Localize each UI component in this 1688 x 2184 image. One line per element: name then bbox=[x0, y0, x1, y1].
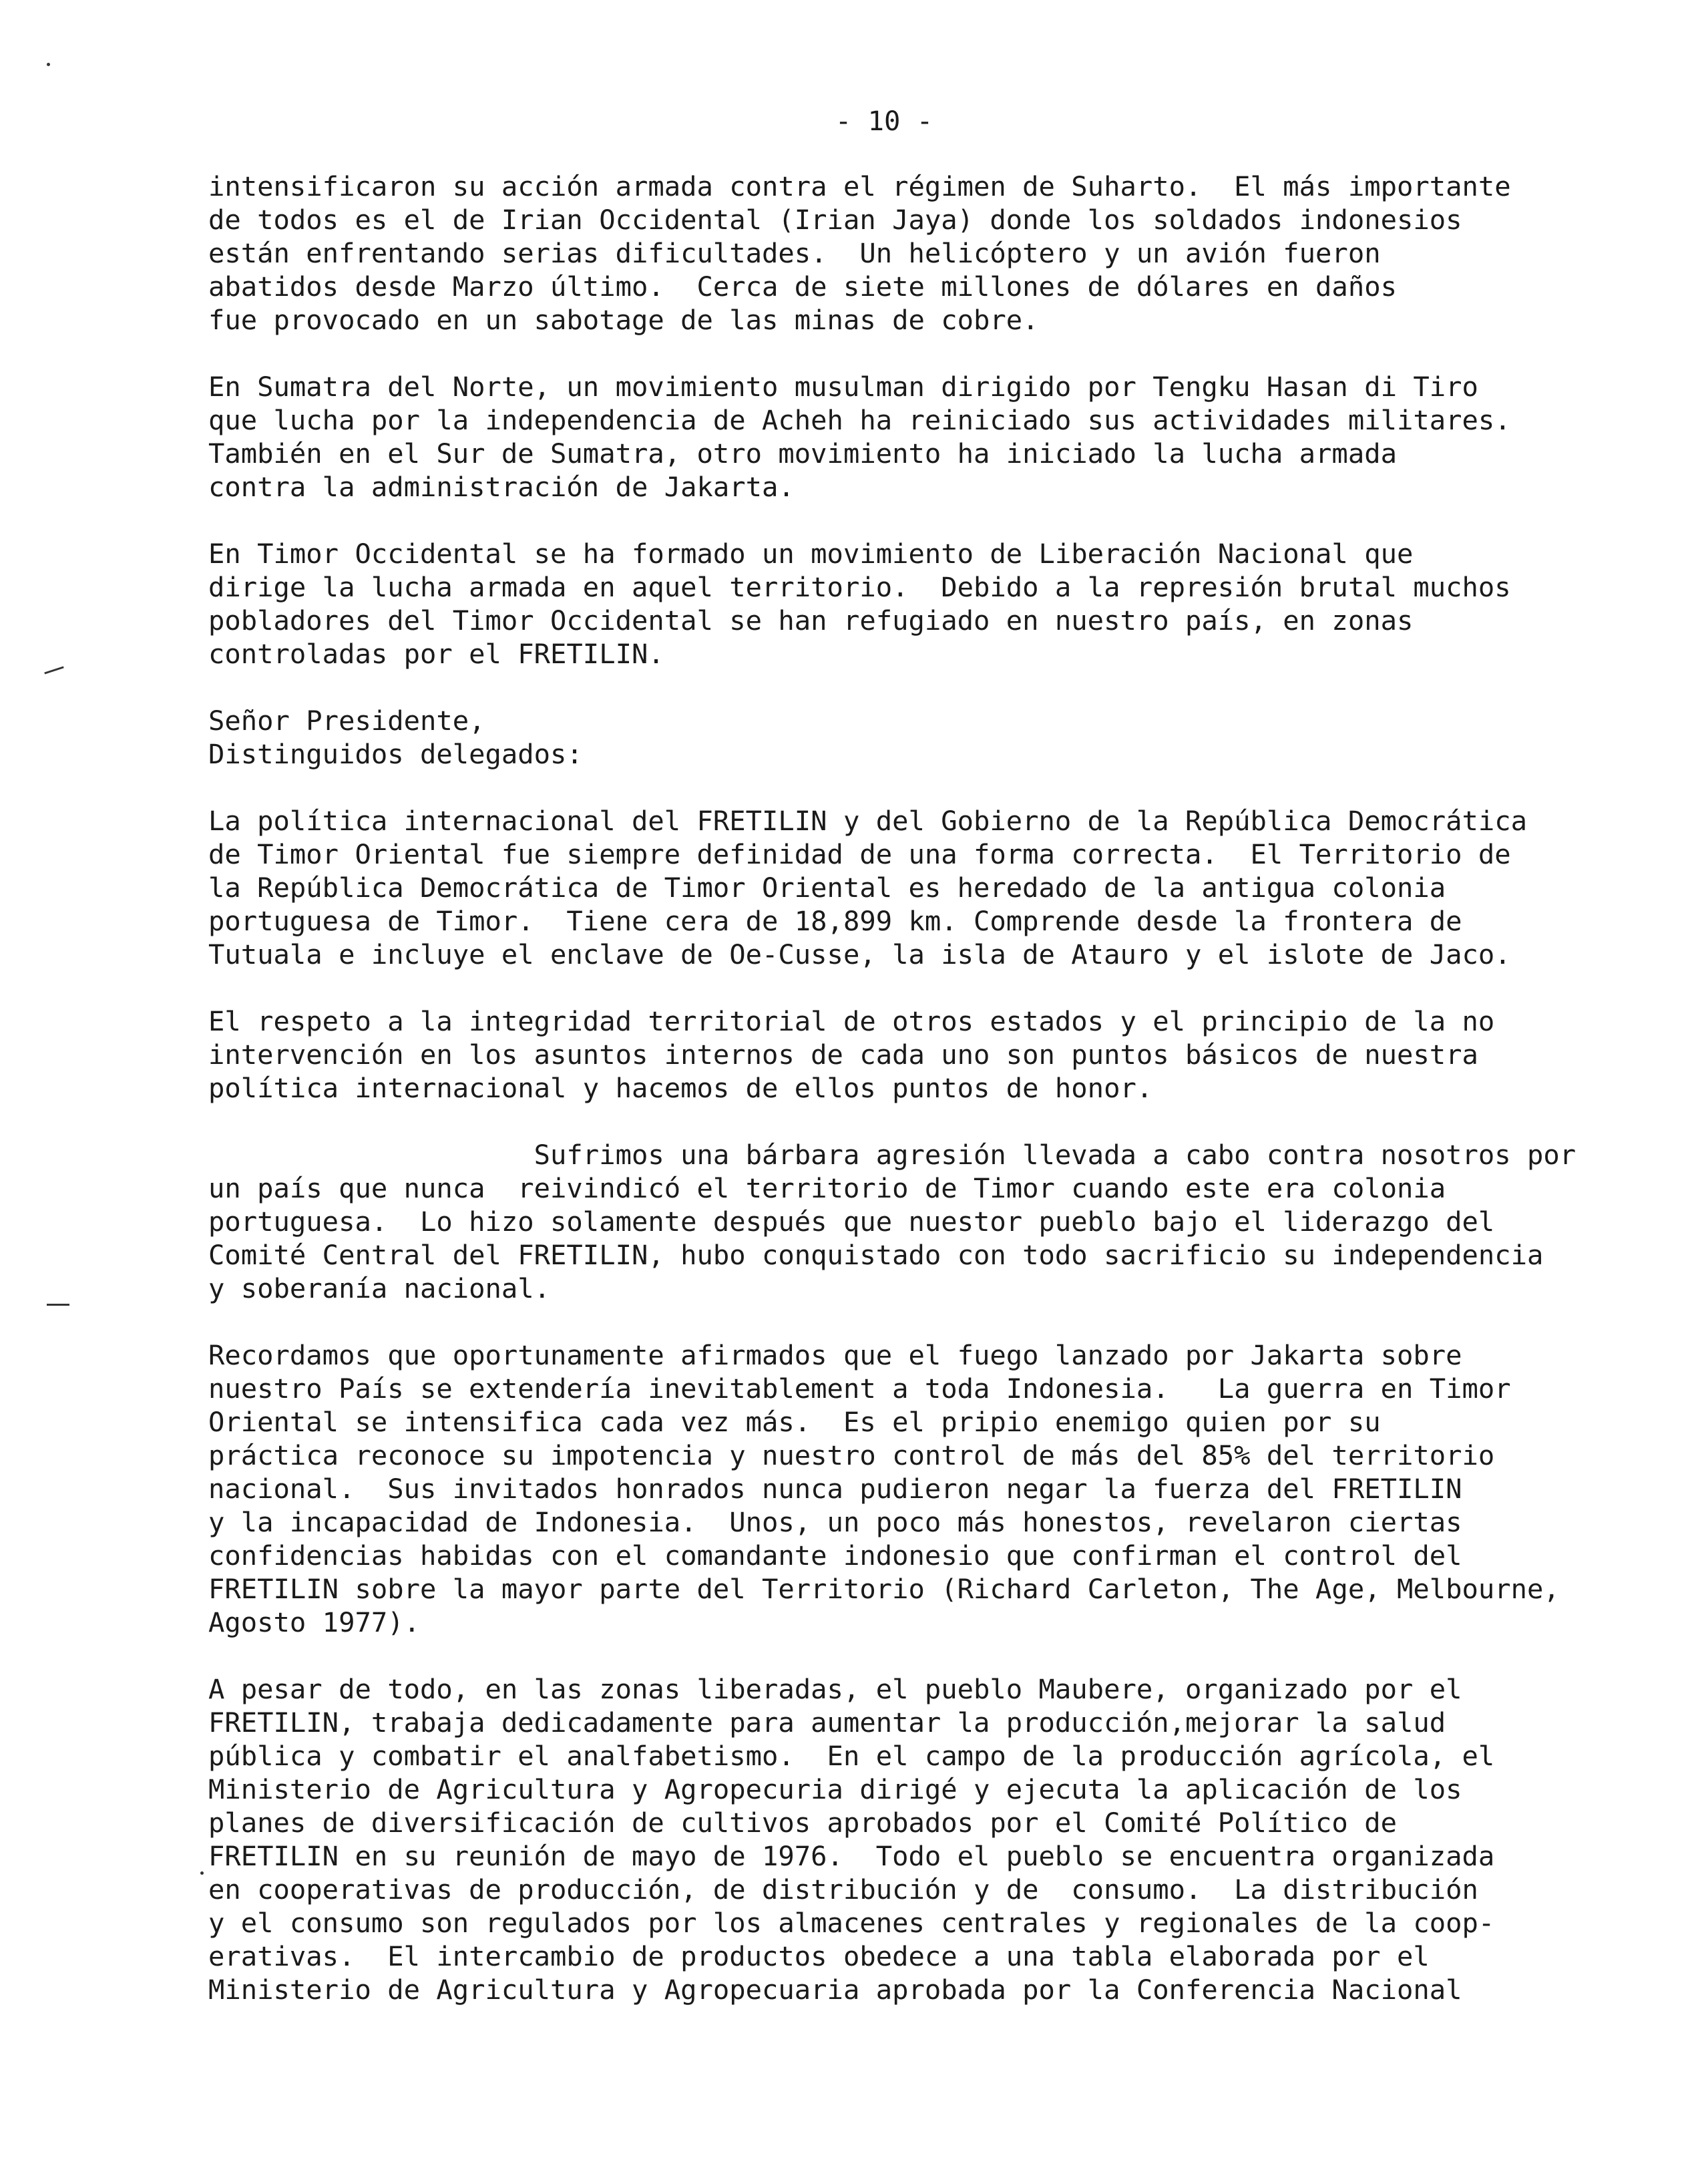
text-line: fue provocado en un sabotage de las minas de cobre. bbox=[208, 304, 1039, 336]
text-line: Recordamos que oportunamente afirmados que el fuego lanzado por Jakarta sobre bbox=[208, 1339, 1462, 1371]
paragraph bbox=[208, 1005, 1624, 1105]
text-line: Ministerio de Agricultura y Agropecuria dirigé y ejecuta la aplicación de los bbox=[208, 1773, 1462, 1805]
text-line: El respeto a la integridad territorial de otros estados y el principio de la no bbox=[208, 1005, 1495, 1037]
paragraph bbox=[208, 170, 1624, 337]
paragraph bbox=[208, 537, 1624, 671]
page-number: - 10 - bbox=[835, 105, 933, 137]
text-line: que lucha por la independencia de Acheh ha reiniciado sus actividades militares. bbox=[208, 404, 1511, 436]
paragraph bbox=[208, 804, 1624, 971]
text-line: Ministerio de Agricultura y Agropecuaria aprobada por la Conferencia Nacional bbox=[208, 1974, 1462, 2006]
text-line: En Sumatra del Norte, un movimiento musulman dirigido por Tengku Hasan di Tiro bbox=[208, 371, 1478, 403]
text-line: práctica reconoce su impotencia y nuestro control de más del 85% del territorio bbox=[208, 1439, 1495, 1471]
text-line: Comité Central del FRETILIN, hubo conquistado con todo sacrificio su independencia bbox=[208, 1239, 1544, 1271]
text-line: Agosto 1977). bbox=[208, 1606, 420, 1638]
text-line: Sufrimos una bárbara agresión llevada a cabo contra nosotros por bbox=[208, 1139, 1576, 1171]
text-line: un país que nunca reivindicó el territorio de Timor cuando este era colonia bbox=[208, 1172, 1446, 1204]
text-line: Oriental se intensifica cada vez más. Es el pripio enemigo quien por su bbox=[208, 1406, 1381, 1438]
margin-mark bbox=[47, 1304, 69, 1306]
text-line: abatidos desde Marzo último. Cerca de siete millones de dólares en daños bbox=[208, 270, 1397, 303]
paragraph bbox=[208, 1338, 1624, 1639]
text-line: Distinguidos delegados: bbox=[208, 738, 583, 770]
text-line: nuestro País se extendería inevitablement a toda Indonesia. La guerra en Timor bbox=[208, 1373, 1511, 1405]
paragraph bbox=[208, 1138, 1624, 1305]
text-line: A pesar de todo, en las zonas liberadas, el pueblo Maubere, organizado por el bbox=[208, 1673, 1462, 1705]
text-line: portuguesa. Lo hizo solamente después que nuestor pueblo bajo el liderazgo del bbox=[208, 1206, 1495, 1238]
text-line: erativas. El intercambio de productos obedece a una tabla elaborada por el bbox=[208, 1940, 1430, 1972]
text-line: También en el Sur de Sumatra, otro movimiento ha iniciado la lucha armada bbox=[208, 437, 1397, 470]
text-line: en cooperativas de producción, de distribución y de consumo. La distribución bbox=[208, 1873, 1478, 1905]
text-line: política internacional y hacemos de ellos puntos de honor. bbox=[208, 1072, 1153, 1104]
text-line: intervención en los asuntos internos de cada uno son puntos básicos de nuestra bbox=[208, 1039, 1478, 1071]
margin-mark bbox=[44, 666, 63, 674]
text-line: de Timor Oriental fue siempre definidad de una forma correcta. El Territorio de bbox=[208, 838, 1511, 870]
text-line: pobladores del Timor Occidental se han refugiado en nuestro país, en zonas bbox=[208, 604, 1414, 636]
paragraph bbox=[208, 704, 1624, 771]
text-line: confidencias habidas con el comandante indonesio que confirman el control del bbox=[208, 1539, 1462, 1572]
paragraph bbox=[208, 1672, 1624, 2006]
scan-speck bbox=[47, 63, 50, 66]
text-line: pública y combatir el analfabetismo. En el campo de la producción agrícola, el bbox=[208, 1740, 1495, 1772]
text-line: FRETILIN sobre la mayor parte del Territorio (Richard Carleton, The Age, Melbourne, bbox=[208, 1573, 1560, 1605]
text-line: nacional. Sus invitados honrados nunca pudieron negar la fuerza del FRETILIN bbox=[208, 1473, 1462, 1505]
paragraph bbox=[208, 370, 1624, 504]
text-line: contra la administración de Jakarta. bbox=[208, 471, 795, 503]
text-line: están enfrentando serias dificultades. Un helicóptero y un avión fueron bbox=[208, 237, 1381, 269]
text-line: FRETILIN en su reunión de mayo de 1976. Todo el pueblo se encuentra organizada bbox=[208, 1840, 1495, 1872]
text-line: la República Democrática de Timor Oriental es heredado de la antigua colonia bbox=[208, 872, 1446, 904]
text-line: dirige la lucha armada en aquel territorio. Debido a la represión brutal muchos bbox=[208, 571, 1511, 603]
text-line: y la incapacidad de Indonesia. Unos, un poco más honestos, revelaron ciertas bbox=[208, 1506, 1462, 1538]
text-line: Señor Presidente, bbox=[208, 705, 485, 737]
scan-speck bbox=[200, 1871, 204, 1875]
text-line: FRETILIN, trabaja dedicadamente para aumentar la producción,mejorar la salud bbox=[208, 1706, 1446, 1739]
text-line: En Timor Occidental se ha formado un movimiento de Liberación Nacional que bbox=[208, 538, 1414, 570]
text-line: Tutuala e incluye el enclave de Oe-Cusse, la isla de Atauro y el islote de Jaco. bbox=[208, 938, 1511, 970]
text-line: La política internacional del FRETILIN y del Gobierno de la República Democrática bbox=[208, 805, 1528, 837]
text-line: intensificaron su acción armada contra el régimen de Suharto. El más importante bbox=[208, 170, 1511, 202]
text-line: y soberanía nacional. bbox=[208, 1272, 551, 1304]
text-line: de todos es el de Irian Occidental (Irian Jaya) donde los soldados indonesios bbox=[208, 204, 1462, 236]
text-line: y el consumo son regulados por los almacenes centrales y regionales de la coop- bbox=[208, 1907, 1495, 1939]
document-body bbox=[208, 170, 1624, 2040]
text-line: portuguesa de Timor. Tiene cera de 18,899 km. Comprende desde la frontera de bbox=[208, 905, 1462, 937]
text-line: controladas por el FRETILIN. bbox=[208, 638, 664, 670]
text-line: planes de diversificación de cultivos aprobados por el Comité Político de bbox=[208, 1807, 1397, 1839]
